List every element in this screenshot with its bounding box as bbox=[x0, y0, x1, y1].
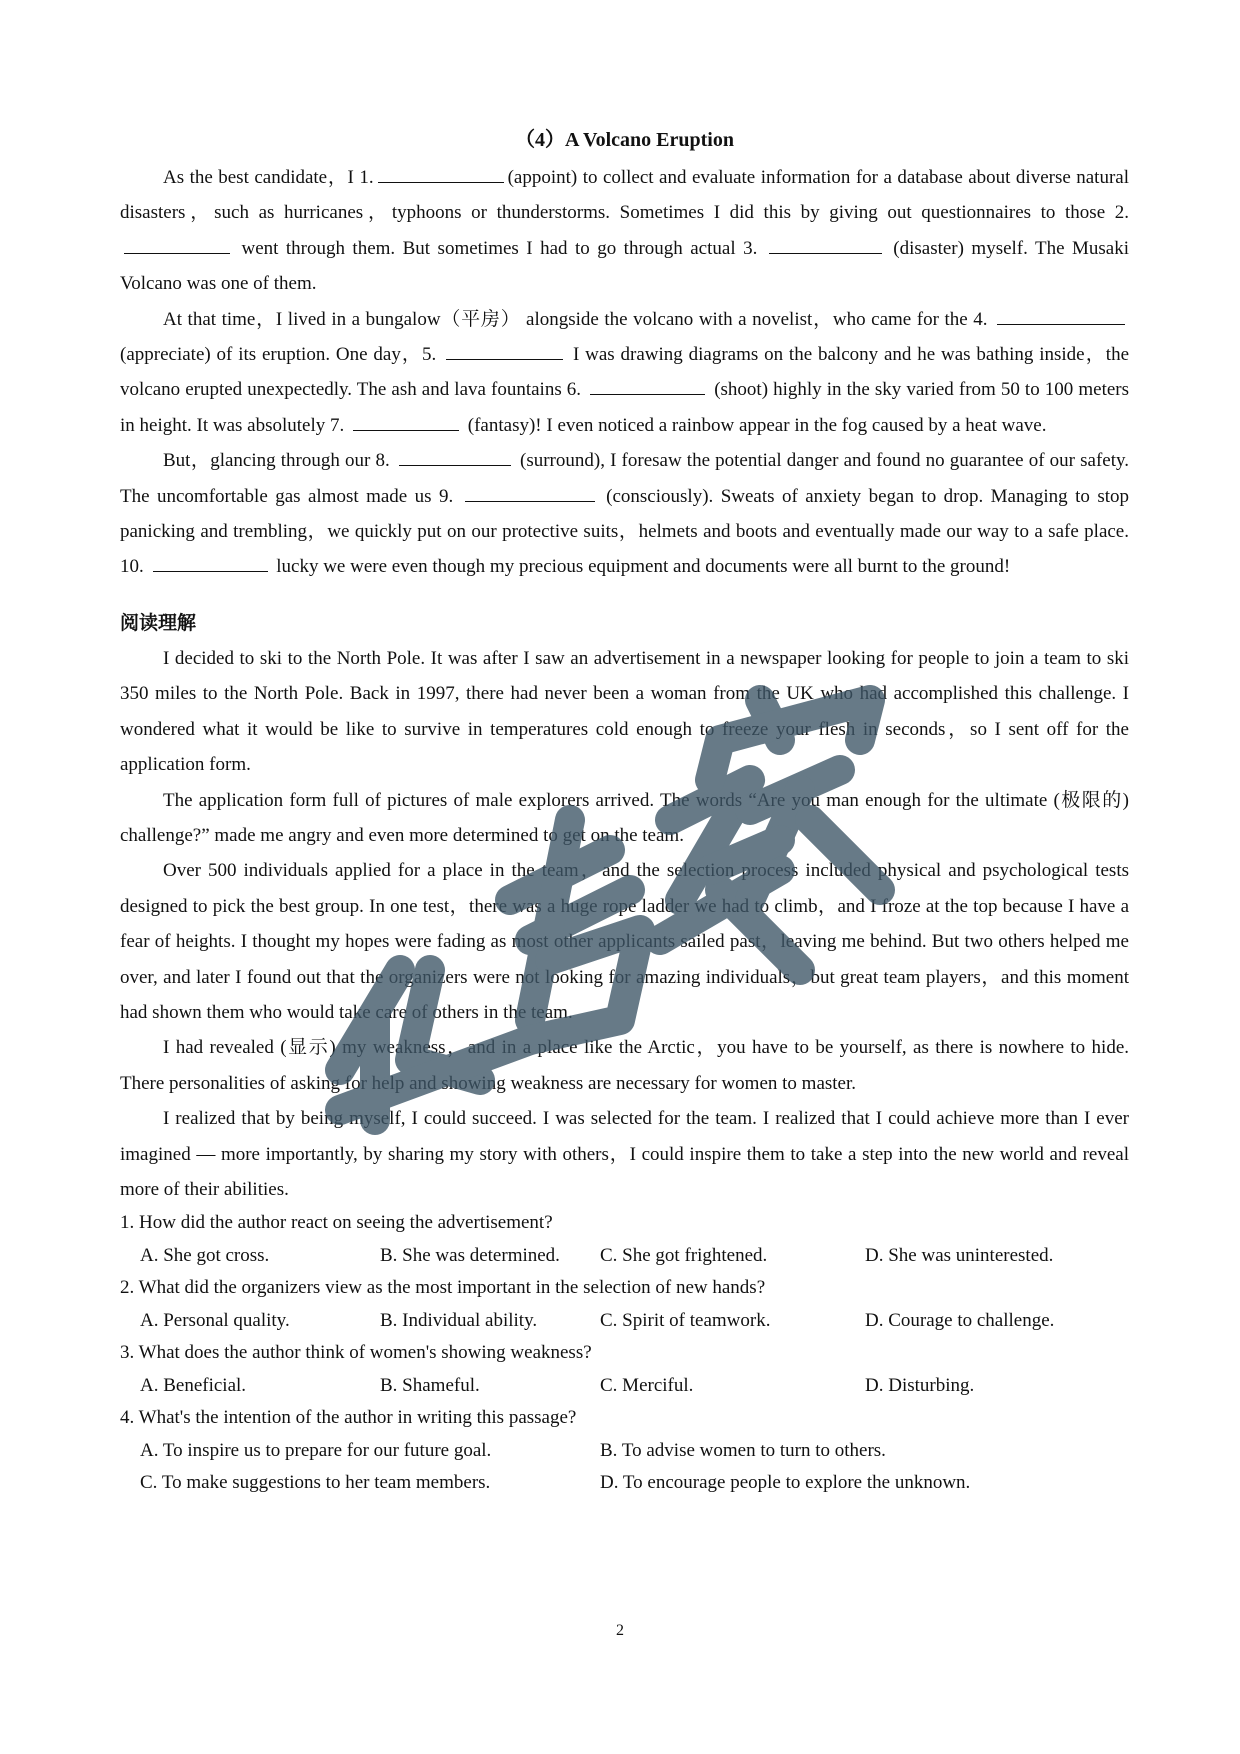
option-d: D. Courage to challenge. bbox=[865, 1309, 1055, 1331]
option-b: B. Shameful. bbox=[380, 1374, 480, 1396]
answer-blank-6 bbox=[590, 376, 705, 395]
option-c: C. Merciful. bbox=[600, 1374, 694, 1396]
reading-paragraph: The application form full of pictures of male explorers arrived. The words “Are you man enough for the ultimate (极限的) challenge?” made me angry and even more determined to get on the team. bbox=[120, 789, 1129, 846]
text-run: (fantasy)! I even noticed a rainbow appear in the fog caused by a heat wave. bbox=[467, 414, 1047, 436]
text-run: (shoot) highly in the sky varied from 50 to 100 meters in height. It was absolutely 7. bbox=[120, 379, 1129, 436]
question-2-options bbox=[120, 1305, 1129, 1338]
cloze-paragraph-1 bbox=[120, 160, 1129, 302]
answer-blank-5 bbox=[446, 341, 563, 360]
text-run: (surround), I foresaw the potential danger and found no guarantee of our safety. The uncomfortable gas almost made us 9. bbox=[120, 450, 1130, 507]
answer-blank-9 bbox=[465, 483, 595, 502]
text-run: lucky we were even though my precious equipment and documents were all burnt to the ground! bbox=[276, 556, 1011, 578]
question-1-options bbox=[120, 1240, 1129, 1273]
option-d: D. Disturbing. bbox=[865, 1374, 975, 1396]
reading-section-heading: 阅读理解 bbox=[120, 612, 197, 634]
reading-paragraph: I decided to ski to the North Pole. It was after I saw an advertisement in a newspaper looking for people to join a team to ski 350 miles to the North Pole. Back in 1997, there had never been a woman from the UK who had accomplished this challenge. I wondered what it would be like to survive in temperatures cold enough to freeze your flesh in seconds，so I sent off for the application form. bbox=[120, 647, 1129, 776]
question-3: 3. What does the author think of women's showing weakness? bbox=[120, 1342, 592, 1364]
text-run: At that time，I lived in a bungalow（平房） alongside the volcano with a novelist，who came for the 4. bbox=[163, 308, 988, 330]
option-c: C. She got frightened. bbox=[600, 1244, 768, 1266]
text-run: (consciously). Sweats of anxiety began to drop. Managing to stop panicking and trembling，we quickly put on our protective suits，helmets and boots and eventually made our way to a safe place. 10. bbox=[120, 485, 1130, 578]
option-c: C. To make suggestions to her team members. bbox=[140, 1472, 491, 1494]
option-a: A. To inspire us to prepare for our future goal. bbox=[140, 1439, 492, 1461]
text-run: But，glancing through our 8. bbox=[163, 450, 390, 472]
text-run: (appoint) to collect and evaluate information for a database about diverse natural disasters，such as hurricanes，typhoons or thunderstorms. Sometimes I did this by giving out questionnaires to those 2. bbox=[120, 167, 1129, 224]
answer-blank-7 bbox=[353, 412, 459, 431]
option-b: B. To advise women to turn to others. bbox=[600, 1439, 886, 1461]
text-run: (appreciate) of its eruption. One day，5. bbox=[120, 344, 437, 366]
answer-blank-1 bbox=[378, 164, 504, 183]
reading-paragraph: Over 500 individuals applied for a place in the team，and the selection process included physical and psychological tests designed to pick the best group. In one test，there was a huge rope ladder we had to climb，and I froze at the top because I have a fear of heights. I thought my hopes were fading as most other applicants sailed past，leaving me behind. But two others helped me over, and later I found out that the organizers were not looking for amazing individuals，but great team players，and this moment had shown them who would take care of others in the team. bbox=[120, 860, 1129, 1023]
question-4: 4. What's the intention of the author in writing this passage? bbox=[120, 1407, 577, 1429]
question-2: 2. What did the organizers view as the most important in the selection of new hands? bbox=[120, 1277, 766, 1299]
option-b: B. She was determined. bbox=[380, 1244, 560, 1266]
option-a: A. Beneficial. bbox=[140, 1374, 247, 1396]
answer-blank-10 bbox=[153, 553, 268, 572]
question-4-options-row-1 bbox=[120, 1435, 1129, 1468]
text-run: I was drawing diagrams on the balcony and he was bathing inside，the volcano erupted unexpectedly. The ash and lava fountains 6. bbox=[120, 344, 1130, 401]
page-content bbox=[120, 124, 1129, 1500]
cloze-paragraph-2 bbox=[120, 302, 1129, 444]
reading-paragraph: I realized that by being myself, I could succeed. I was selected for the team. I realized that I could achieve more than I ever imagined — more importantly, by sharing my story with others，I could inspire them to take a step into the new world and reveal more of their abilities. bbox=[120, 1108, 1129, 1200]
passage-title: （4）A Volcano Eruption bbox=[515, 129, 734, 151]
option-a: A. Personal quality. bbox=[140, 1309, 290, 1331]
question-3-options bbox=[120, 1370, 1129, 1403]
answer-blank-3 bbox=[769, 235, 882, 254]
answer-blank-2 bbox=[124, 235, 230, 254]
answer-blank-8 bbox=[399, 447, 511, 466]
option-b: B. Individual ability. bbox=[380, 1309, 538, 1331]
question-1: 1. How did the author react on seeing the advertisement? bbox=[120, 1212, 553, 1234]
text-run: (disaster) myself. The Musaki Volcano was one of them. bbox=[120, 237, 1130, 295]
question-4-options-row-2 bbox=[120, 1467, 1129, 1500]
reading-paragraph: I had revealed (显示) my weakness，and in a place like the Arctic，you have to be yourself, as there is nowhere to hide. There personalities of asking for help and showing weakness are necessary for women to master. bbox=[120, 1037, 1129, 1094]
option-d: D. To encourage people to explore the unknown. bbox=[600, 1472, 971, 1494]
option-c: C. Spirit of teamwork. bbox=[600, 1309, 771, 1331]
option-a: A. She got cross. bbox=[140, 1244, 270, 1266]
option-d: D. She was uninterested. bbox=[865, 1244, 1054, 1266]
text-run: As the best candidate，I 1. bbox=[163, 167, 374, 188]
text-run: went through them. But sometimes I had to go through actual 3. bbox=[241, 237, 758, 259]
answer-blank-4 bbox=[997, 306, 1125, 325]
page-number: 2 bbox=[616, 1622, 624, 1639]
cloze-paragraph-3 bbox=[120, 443, 1129, 585]
